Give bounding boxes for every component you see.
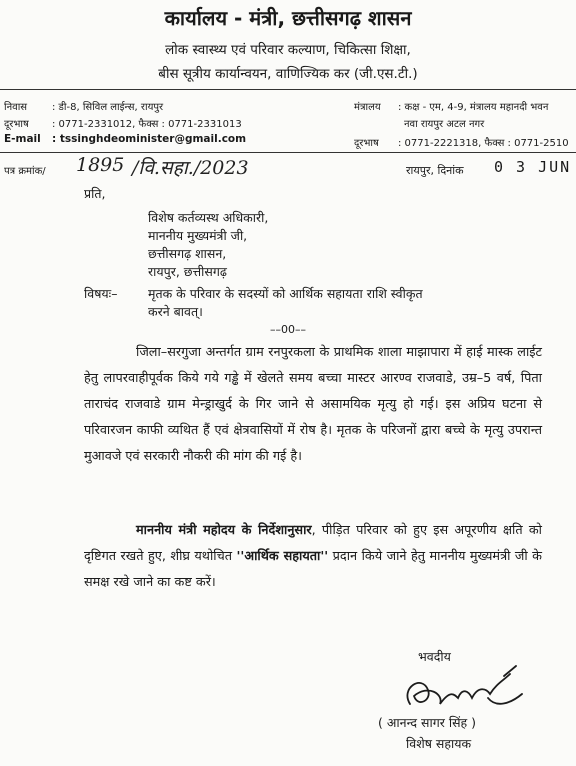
paragraph-2-bold-2: ''आर्थिक सहायता'': [236, 549, 329, 564]
ministry-value-2: नवा रायपुर अटल नगर: [404, 119, 485, 130]
ministry-phone-value: : 0771-2221318, फैक्स : 0771-2510: [398, 138, 569, 149]
residence-value: : डी-8, सिविल लाईन्स, रायपुर: [52, 102, 164, 113]
paragraph-2-bold: माननीय मंत्री महोदय के निर्देशानुसार: [136, 523, 312, 538]
letterhead-title: कार्यालय - मंत्री, छत्तीसगढ़ शासन: [164, 6, 412, 30]
body-paragraph-2: [84, 518, 542, 596]
ministry-label: मंत्रालय: [354, 102, 381, 113]
subject-label: विषयः–: [84, 286, 118, 301]
addressee-line-1: विशेष कर्तव्यस्थ अधिकारी,: [148, 210, 269, 225]
header-rule: [0, 89, 576, 90]
ministry-phone-label: दूरभाष: [354, 138, 379, 149]
email-value: : tssinghdeominister@gmail.com: [52, 133, 247, 145]
departments-line-2: बीस सूत्रीय कार्यान्वयन, वाणिज्यिक कर (जी.एस.टी.): [158, 66, 418, 82]
subject-line-2: करने बावत्।: [148, 304, 203, 319]
date-stamp: 0 3 JUN: [494, 158, 572, 176]
signatory-name: ( आनन्द सागर सिंह ): [378, 715, 477, 730]
contacts-rule: [0, 152, 576, 153]
reference-suffix: /वि.सहा./2023: [132, 157, 249, 179]
addressee-line-3: छत्तीसगढ़ शासन,: [148, 246, 227, 261]
separator: ––00––: [270, 323, 306, 336]
reference-label: पत्र क्रमांक/: [4, 166, 46, 177]
paragraph-1-text: जिला–सरगुजा अन्तर्गत ग्राम रनपुरकला के प्राथमिक शाला माझापारा में हाई मास्क लाईट हेतु लापरवाहीपूर्वक किये गये गड्ढे में खेलते समय बच्चा मास्टर आरण्व राजवाडे, उम्र–5 वर्ष, पिता ताराचंद राजवाडे ग्राम मेन्ड्राखुर्द के गिर जाने से असामयिक मृत्यु हो गई। इस अप्रिय घटना से परिवारजन काफी व्यथित हैं एवं क्षेत्रवासियों में रोष है। मृतक के परिजनों द्वारा बच्चे के मृत्यु उपरान्त मुआवजे एवं सरकारी नौकरी की मांग की गई है।: [84, 345, 542, 464]
place-date-label: रायपुर, दिनांक: [406, 164, 464, 177]
paragraph-2-text-b: प्रदान किये जाने हेतु माननीय मुख्यमंत्री जी के समक्ष रखे जाने का कष्ट करें।: [84, 549, 542, 590]
phone-label: दूरभाष: [4, 119, 29, 130]
paragraph-2-text-a: , पीड़ित परिवार को हुए इस अपूरणीय क्षति को दृष्टिगत रखते हुए, शीघ्र यथोचित: [84, 523, 542, 564]
phone-value: : 0771-2331012, फैक्स : 0771-2331013: [52, 119, 242, 130]
ministry-value: : कक्ष - एम, 4-9, मंत्रालय महानदी भवन: [398, 102, 549, 113]
residence-label: निवास: [4, 102, 28, 113]
signatory-designation: विशेष सहायक: [406, 736, 472, 751]
addressee-to: प्रति,: [84, 186, 106, 201]
email-label: E-mail: [4, 133, 41, 145]
body-paragraph-1: [84, 340, 542, 470]
closing-yours: भवदीय: [418, 649, 451, 664]
addressee-line-4: रायपुर, छत्तीसगढ़: [148, 264, 227, 279]
addressee-line-2: माननीय मुख्यमंत्री जी,: [148, 228, 248, 243]
reference-number: 1895: [76, 154, 125, 176]
departments-line-1: लोक स्वास्थ्य एवं परिवार कल्याण, चिकित्सा शिक्षा,: [165, 42, 411, 58]
subject-line-1: मृतक के परिवार के सदस्यों को आर्थिक सहायता राशि स्वीकृत: [148, 286, 423, 301]
